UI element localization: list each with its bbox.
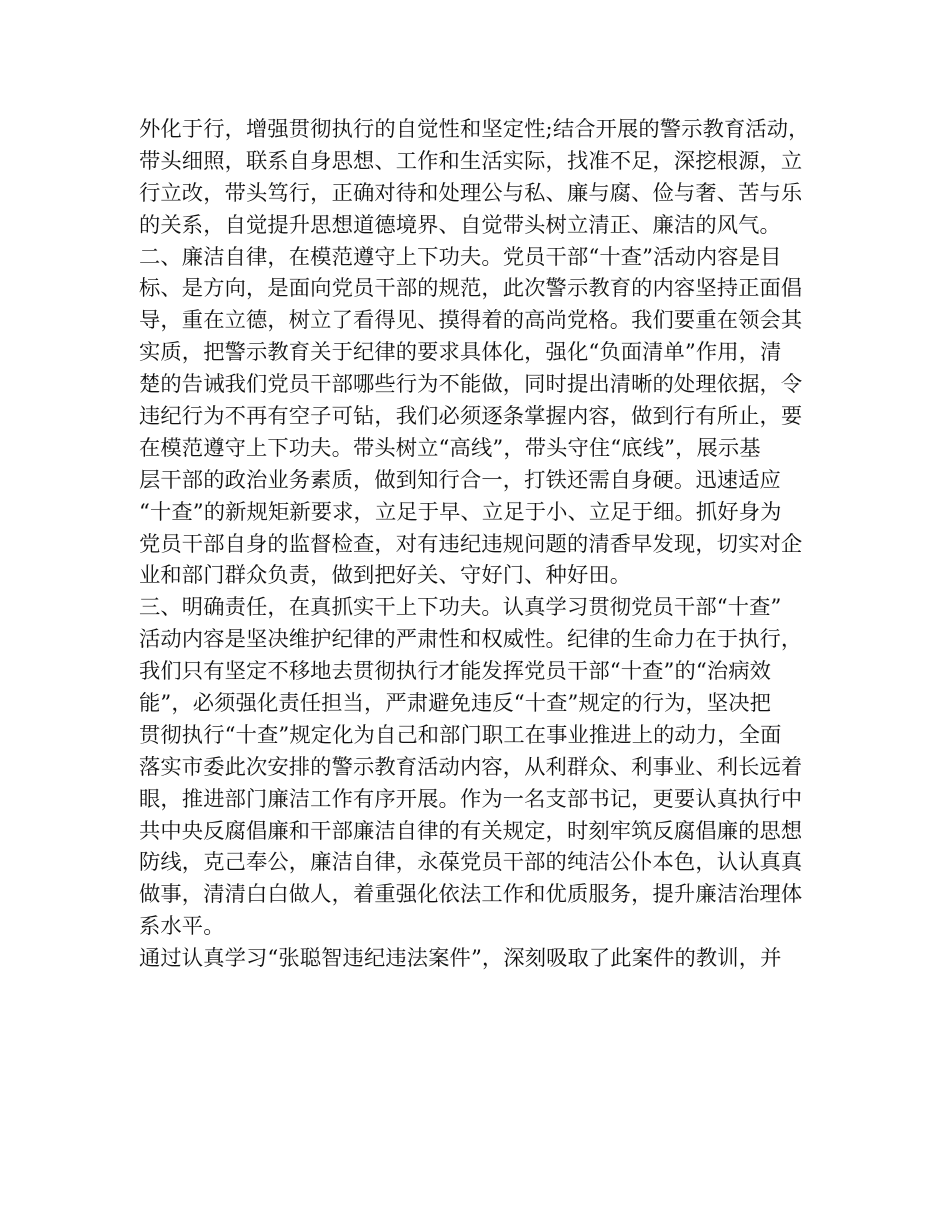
section-heading-line: 三、明确责任，在真抓实干上下功夫。认真学习贯彻党员干部“十查” bbox=[139, 595, 782, 621]
text-line: 落实市委此次安排的警示教育活动内容，从利群众、利事业、利长远着 bbox=[139, 754, 803, 780]
text-line: 导，重在立德，树立了看得见、摸得着的高尚党格。我们要重在领会其 bbox=[139, 308, 803, 334]
text-line: 贯彻执行“十查”规定化为自己和部门职工在事业推进上的动力，全面 bbox=[139, 722, 782, 748]
text-line: 党员干部自身的监督检查，对有违纪违规问题的清香早发现，切实对企 bbox=[139, 531, 803, 557]
text-line: 通过认真学习“张聪智违纪违法案件”，深刻吸取了此案件的教训，并 bbox=[139, 946, 782, 972]
text-line: 行立改，带头笃行，正确对待和处理公与私、廉与腐、俭与奢、苦与乐 bbox=[139, 180, 803, 206]
text-line: 活动内容是坚决维护纪律的严肃性和权威性。纪律的生命力在于执行， bbox=[139, 627, 803, 653]
text-line: 能”，必须强化责任担当，严肃避免违反“十查”规定的行为，坚决把 bbox=[139, 691, 772, 717]
text-line: 业和部门群众负责，做到把好关、守好门、种好田。 bbox=[139, 563, 632, 589]
text-line: 标、是方向，是面向党员干部的规范，此次警示教育的内容坚持正面倡 bbox=[139, 276, 803, 302]
text-line: 的关系，自觉提升思想道德境界、自觉带头树立清正、廉洁的风气。 bbox=[139, 212, 781, 238]
text-line: 防线，克己奉公，廉洁自律，永葆党员干部的纯洁公仆本色，认认真真 bbox=[139, 850, 803, 876]
text-line: 实质，把警示教育关于纪律的要求具体化，强化“负面清单”作用，清 bbox=[139, 340, 782, 366]
text-line: 在模范遵守上下功夫。带头树立“高线”，带头守住“底线”，展示基 bbox=[139, 435, 761, 461]
text-line: 楚的告诫我们党员干部哪些行为不能做，同时提出清晰的处理依据，令 bbox=[139, 372, 803, 398]
text-line: 外化于行，增强贯彻执行的自觉性和坚定性;结合开展的警示教育活动， bbox=[139, 117, 810, 142]
text-line: 眼，推进部门廉洁工作有序开展。作为一名支部书记，更要认真执行中 bbox=[139, 786, 803, 812]
section-heading-line: 二、廉洁自律，在模范遵守上下功夫。党员干部“十查”活动内容是目 bbox=[139, 244, 782, 270]
text-line: 共中央反腐倡廉和干部廉洁自律的有关规定，时刻牢筑反腐倡廉的思想 bbox=[139, 818, 803, 844]
text-line: “十查”的新规矩新要求，立足于早、立足于小、立足于细。抓好身为 bbox=[139, 499, 782, 525]
text-line: 层干部的政治业务素质，做到知行合一，打铁还需自身硬。迅速适应 bbox=[139, 467, 781, 493]
body-text bbox=[139, 114, 829, 975]
text-line: 我们只有坚定不移地去贯彻执行才能发挥党员干部“十查”的“治病效 bbox=[139, 659, 772, 685]
text-line: 系水平。 bbox=[139, 914, 225, 940]
text-line: 带头细照，联系自身思想、工作和生活实际，找准不足，深挖根源，立 bbox=[139, 148, 803, 174]
text-line: 做事，清清白白做人，着重强化依法工作和优质服务，提升廉洁治理体 bbox=[139, 882, 803, 908]
text-line: 违纪行为不再有空子可钻，我们必须逐条掌握内容，做到行有所止，要 bbox=[139, 404, 803, 430]
